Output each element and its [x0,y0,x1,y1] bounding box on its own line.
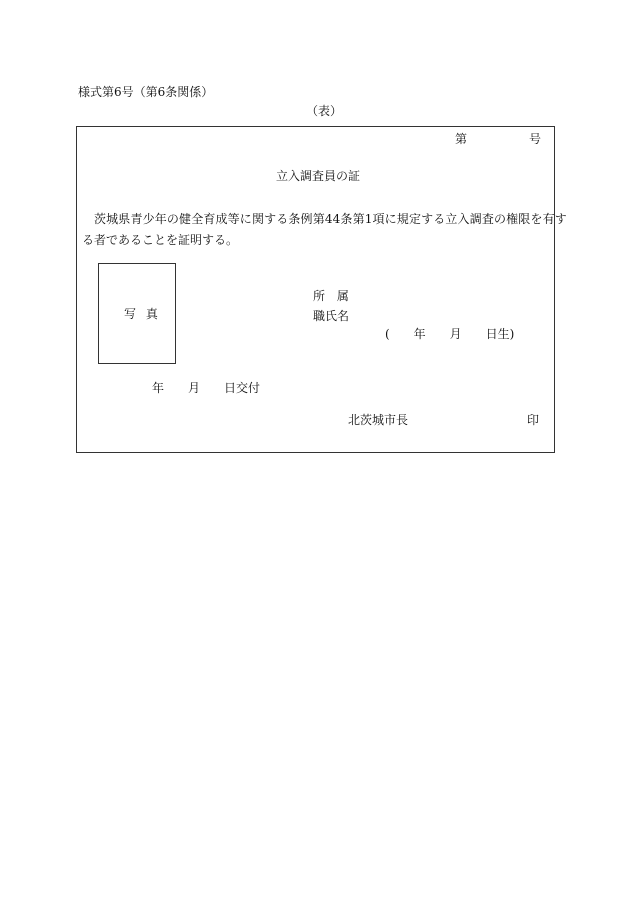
issue-date: 年 月 日交付 [152,381,261,395]
photo-label: 写 真 [124,307,158,321]
front-side-label: （表） [306,104,343,118]
certificate-number-prefix: 第 [455,132,468,146]
seal-label: 印 [527,413,540,427]
name-label: 職氏名 [313,309,350,323]
birthdate-line: ( 年 月 日生) [385,327,515,341]
certificate-body-line-2: る者であることを証明する。 [82,233,239,247]
affiliation-label: 所 属 [313,289,349,303]
certificate-body-line-1: 茨城県青少年の健全育成等に関する条例第44条第1項に規定する立入調査の権限を有す [94,212,567,226]
certificate-number-suffix: 号 [529,132,542,146]
issuer-title: 北茨城市長 [348,413,409,427]
form-number-label: 様式第6号（第6条関係） [78,85,214,99]
certificate-title: 立入調査員の証 [276,169,361,183]
